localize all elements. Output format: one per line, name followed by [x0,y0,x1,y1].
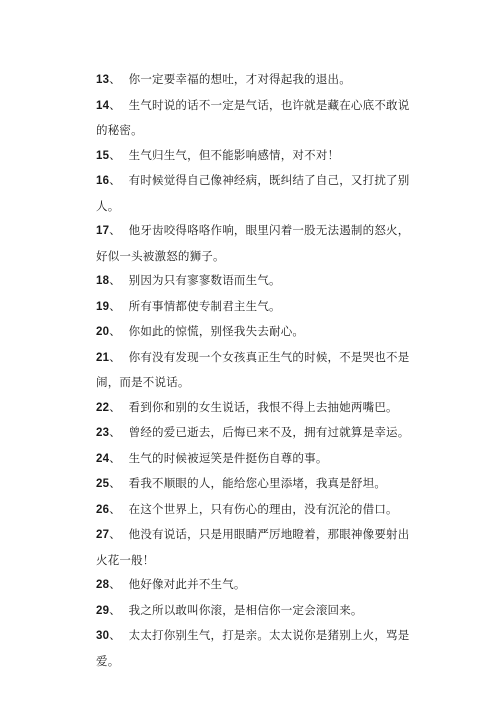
item-number: 22 [96,401,110,414]
separator: 、 [109,147,121,162]
separator: 、 [109,72,121,86]
item-number: 27 [96,529,110,541]
item-text: 生气归生气，但不能影响感情，对不对！ [128,147,340,162]
item-number: 24 [96,452,110,465]
item-text: 看我不顺眼的人，能给您心里添堵，我真是舒坦。 [128,476,387,490]
item-text: 他没有说话，只是用眼睛严厉地瞪着，那眼神像要射出火花一般！ [96,527,410,567]
list-item [96,168,414,218]
item-text: 有时候觉得自己像神经病，既纠结了自己，又打扰了别人。 [96,173,410,213]
item-number: 21 [96,351,110,364]
separator: 、 [109,273,121,287]
item-text: 看到你和别的女生说话，我恨不得上去抽她两嘴巴。 [128,399,398,414]
item-number: 15 [96,149,110,162]
separator: 、 [109,349,121,364]
item-text: 你有没有发现一个女孩真正生气的时候，不是哭也不是闹，而是不说话。 [96,349,410,389]
item-number: 18 [96,275,110,287]
item-number: 14 [96,99,110,112]
item-number: 19 [96,300,110,313]
separator: 、 [109,602,121,617]
separator: 、 [109,501,121,516]
separator: 、 [109,577,121,591]
separator: 、 [109,298,121,313]
separator: 、 [109,173,121,187]
list-item [96,67,414,93]
list-item [96,420,414,446]
list-item [96,93,414,143]
separator: 、 [109,450,121,465]
separator: 、 [109,223,121,237]
item-number: 17 [96,225,110,237]
separator: 、 [109,476,121,490]
item-number: 28 [96,579,110,591]
separator: 、 [109,97,121,112]
list-item [96,294,414,320]
item-number: 30 [96,630,110,642]
item-text: 生气的时候被逗笑是件挺伤自尊的事。 [128,450,328,465]
item-number: 20 [96,326,110,338]
item-number: 23 [96,427,110,439]
list-item [96,345,414,395]
list-item [96,143,414,169]
list-item [96,572,414,598]
item-number: 26 [96,503,110,516]
list-item [96,522,414,572]
list-item [96,319,414,345]
item-text: 曾经的爱已逝去，后悔已来不及，拥有过就算是幸运。 [128,425,410,439]
item-text: 他好像对此并不生气。 [128,577,246,591]
list-item [96,598,414,624]
item-text: 你一定要幸福的想吐，才对得起我的退出。 [128,72,351,86]
list-item [96,218,414,268]
item-text: 我之所以敢叫你滚，是相信你一定会滚回来。 [128,602,363,617]
list-item [96,497,414,523]
item-text: 在这个世界上，只有伤心的理由，没有沉沦的借口。 [128,501,398,516]
list-item [96,623,414,673]
separator: 、 [109,399,121,414]
item-text: 生气时说的话不一定是气话，也许就是藏在心底不敢说的秘密。 [96,97,410,137]
item-number: 13 [96,74,110,86]
separator: 、 [109,628,121,642]
list-item [96,268,414,294]
item-text: 别因为只有寥寥数语而生气。 [128,273,281,287]
item-text: 他牙齿咬得咯咯作响，眼里闪着一股无法遏制的怒火，好似一头被激怒的狮子。 [96,223,410,263]
list-item [96,446,414,472]
quote-list [96,67,414,673]
list-item [96,471,414,497]
separator: 、 [109,425,121,439]
item-number: 16 [96,175,110,187]
list-item [96,395,414,421]
item-number: 25 [96,478,110,490]
item-number: 29 [96,604,110,617]
separator: 、 [109,324,121,338]
item-text: 你如此的惊慌，别怪我失去耐心。 [128,324,305,338]
item-text: 所有事情都使专制君主生气。 [128,298,281,313]
item-text: 太太打你别生气，打是亲。太太说你是猪别上火，骂是爱。 [96,628,410,668]
separator: 、 [109,527,121,541]
